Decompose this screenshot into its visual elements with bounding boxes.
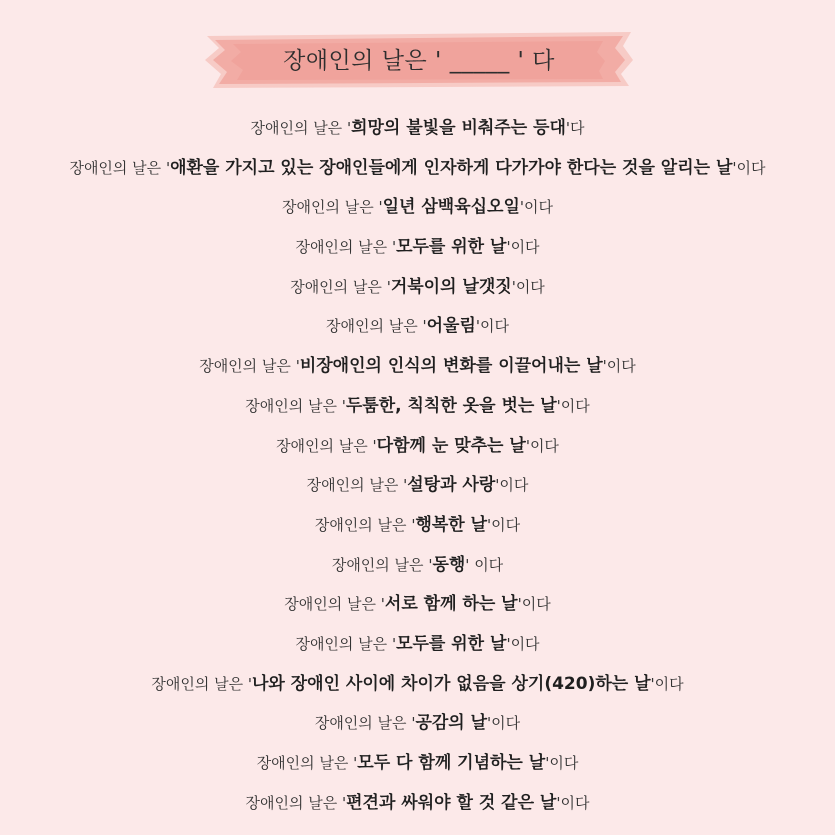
statement-prefix: 장애인의 날은 <box>314 714 412 733</box>
close-quote: ' <box>519 198 525 217</box>
statement-suffix: 이다 <box>549 754 579 772</box>
statement-line <box>290 268 545 308</box>
statement-line <box>315 704 520 744</box>
close-quote: ' <box>495 476 500 495</box>
statement-line <box>199 347 636 387</box>
statement-suffix: 이다 <box>560 396 590 415</box>
statement-suffix: 이다 <box>529 436 559 455</box>
statement-prefix: 장애인의 날은 <box>284 595 381 614</box>
statement-highlight: 모두를 위한 날 <box>396 237 507 258</box>
close-quote: ' <box>565 119 571 137</box>
close-quote: ' <box>475 317 481 336</box>
statement-prefix: 장애인의 날은 <box>151 674 248 693</box>
statement-line <box>246 784 590 824</box>
close-quote: ' <box>517 595 522 614</box>
statement-line <box>257 744 579 784</box>
open-quote: ' <box>422 317 427 336</box>
close-quote: ' <box>602 357 607 376</box>
open-quote: ' <box>386 277 391 296</box>
statement-prefix: 장애인의 날은 <box>256 754 354 772</box>
statement-highlight: 설탕과 사랑 <box>407 475 496 496</box>
statement-prefix: 장애인의 날은 <box>295 634 392 653</box>
statement-list <box>0 109 835 823</box>
statement-highlight: 희망의 불빛을 비춰주는 등대 <box>351 118 566 138</box>
statement-line <box>295 625 539 665</box>
statement-suffix: 이다 <box>510 634 540 653</box>
statement-line <box>326 307 509 347</box>
statement-highlight: 두툼한, 칙칙한 옷을 벗는 날 <box>345 395 557 416</box>
open-quote: ' <box>346 119 352 137</box>
close-quote: ' <box>465 555 470 574</box>
statement-suffix: 다 <box>570 119 585 137</box>
statement-line <box>284 585 550 625</box>
statement-prefix: 장애인의 날은 <box>245 793 342 812</box>
statement-highlight: 행복한 날 <box>415 514 488 535</box>
open-quote: ' <box>380 595 385 614</box>
statement-line <box>282 188 553 228</box>
open-quote: ' <box>353 754 358 772</box>
page-title: 장애인의 날은 ' _____ ' 다 <box>283 47 555 74</box>
statement-highlight: 일년 삼백육십오일 <box>382 197 520 218</box>
statement-line <box>250 109 584 149</box>
statement-highlight: 동행 <box>432 554 466 575</box>
statement-line <box>151 665 683 705</box>
statement-suffix: 이다 <box>491 515 521 534</box>
statement-highlight: 모두 다 함께 기념하는 날 <box>357 753 546 773</box>
open-quote: ' <box>247 674 252 693</box>
open-quote: ' <box>391 634 397 653</box>
open-quote: ' <box>403 476 408 495</box>
open-quote: ' <box>378 198 383 217</box>
statement-line <box>276 427 559 467</box>
open-quote: ' <box>341 396 346 415</box>
statement-highlight: 공감의 날 <box>415 713 488 734</box>
statement-line <box>307 466 529 506</box>
statement-suffix: 이다 <box>480 317 509 336</box>
statement-suffix: 이다 <box>736 158 766 177</box>
statement-line <box>245 387 590 427</box>
statement-prefix: 장애인의 날은 <box>331 555 429 574</box>
statement-prefix: 장애인의 날은 <box>314 515 412 534</box>
statement-highlight: 비장애인의 인식의 변화를 이끌어내는 날 <box>299 356 603 377</box>
statement-highlight: 나와 장애인 사이에 차이가 없음을 상기(420)하는 날 <box>251 673 651 694</box>
statement-highlight: 서로 함께 하는 날 <box>384 594 518 615</box>
statement-prefix: 장애인의 날은 <box>281 198 379 217</box>
open-quote: ' <box>372 436 377 455</box>
statement-highlight: 다함께 눈 맞추는 날 <box>376 435 526 456</box>
close-quote: ' <box>506 634 511 653</box>
open-quote: ' <box>295 357 300 376</box>
statement-suffix: 이다 <box>521 595 551 614</box>
open-quote: ' <box>411 714 416 733</box>
statement-prefix: 장애인의 날은 <box>290 277 387 296</box>
statement-prefix: 장애인의 날은 <box>69 158 166 177</box>
statement-prefix: 장애인의 날은 <box>245 396 342 415</box>
statement-suffix: 이다 <box>469 555 504 574</box>
open-quote: ' <box>391 238 397 257</box>
statement-line <box>315 506 520 546</box>
statement-highlight: 편견과 싸워야 할 것 같은 날 <box>346 792 557 813</box>
title-banner <box>203 30 635 90</box>
close-quote: ' <box>511 277 516 296</box>
statement-suffix: 이다 <box>499 476 529 495</box>
open-quote: ' <box>411 515 416 534</box>
statement-prefix: 장애인의 날은 <box>276 436 373 455</box>
open-quote: ' <box>342 793 347 812</box>
close-quote: ' <box>506 238 511 257</box>
statement-suffix: 이다 <box>515 277 545 296</box>
close-quote: ' <box>556 396 561 415</box>
close-quote: ' <box>487 515 492 534</box>
statement-highlight: 거북이의 날갯짓 <box>390 276 512 297</box>
statement-suffix: 이다 <box>560 793 590 812</box>
statement-prefix: 장애인의 날은 <box>250 119 347 137</box>
statement-highlight: 어울림 <box>426 316 476 337</box>
statement-line <box>295 228 539 268</box>
close-quote: ' <box>556 793 561 812</box>
statement-suffix: 이다 <box>510 238 540 257</box>
statement-suffix: 이다 <box>491 714 521 733</box>
statement-prefix: 장애인의 날은 <box>306 476 404 495</box>
statement-prefix: 장애인의 날은 <box>295 238 392 257</box>
statement-line <box>69 149 765 189</box>
statement-prefix: 장애인의 날은 <box>326 317 423 336</box>
statement-line <box>332 546 503 586</box>
open-quote: ' <box>428 555 433 574</box>
close-quote: ' <box>545 754 550 772</box>
statement-suffix: 이다 <box>606 357 636 376</box>
statement-prefix: 장애인의 날은 <box>199 357 296 376</box>
close-quote: ' <box>650 674 655 693</box>
statement-suffix: 이다 <box>524 198 553 217</box>
close-quote: ' <box>487 714 492 733</box>
close-quote: ' <box>525 436 530 455</box>
statement-suffix: 이다 <box>654 674 684 693</box>
open-quote: ' <box>165 158 171 177</box>
statement-highlight: 애환을 가지고 있는 장애인들에게 인자하게 다가가야 한다는 것을 알리는 날 <box>170 157 733 178</box>
close-quote: ' <box>732 158 737 177</box>
statement-highlight: 모두를 위한 날 <box>396 633 507 654</box>
